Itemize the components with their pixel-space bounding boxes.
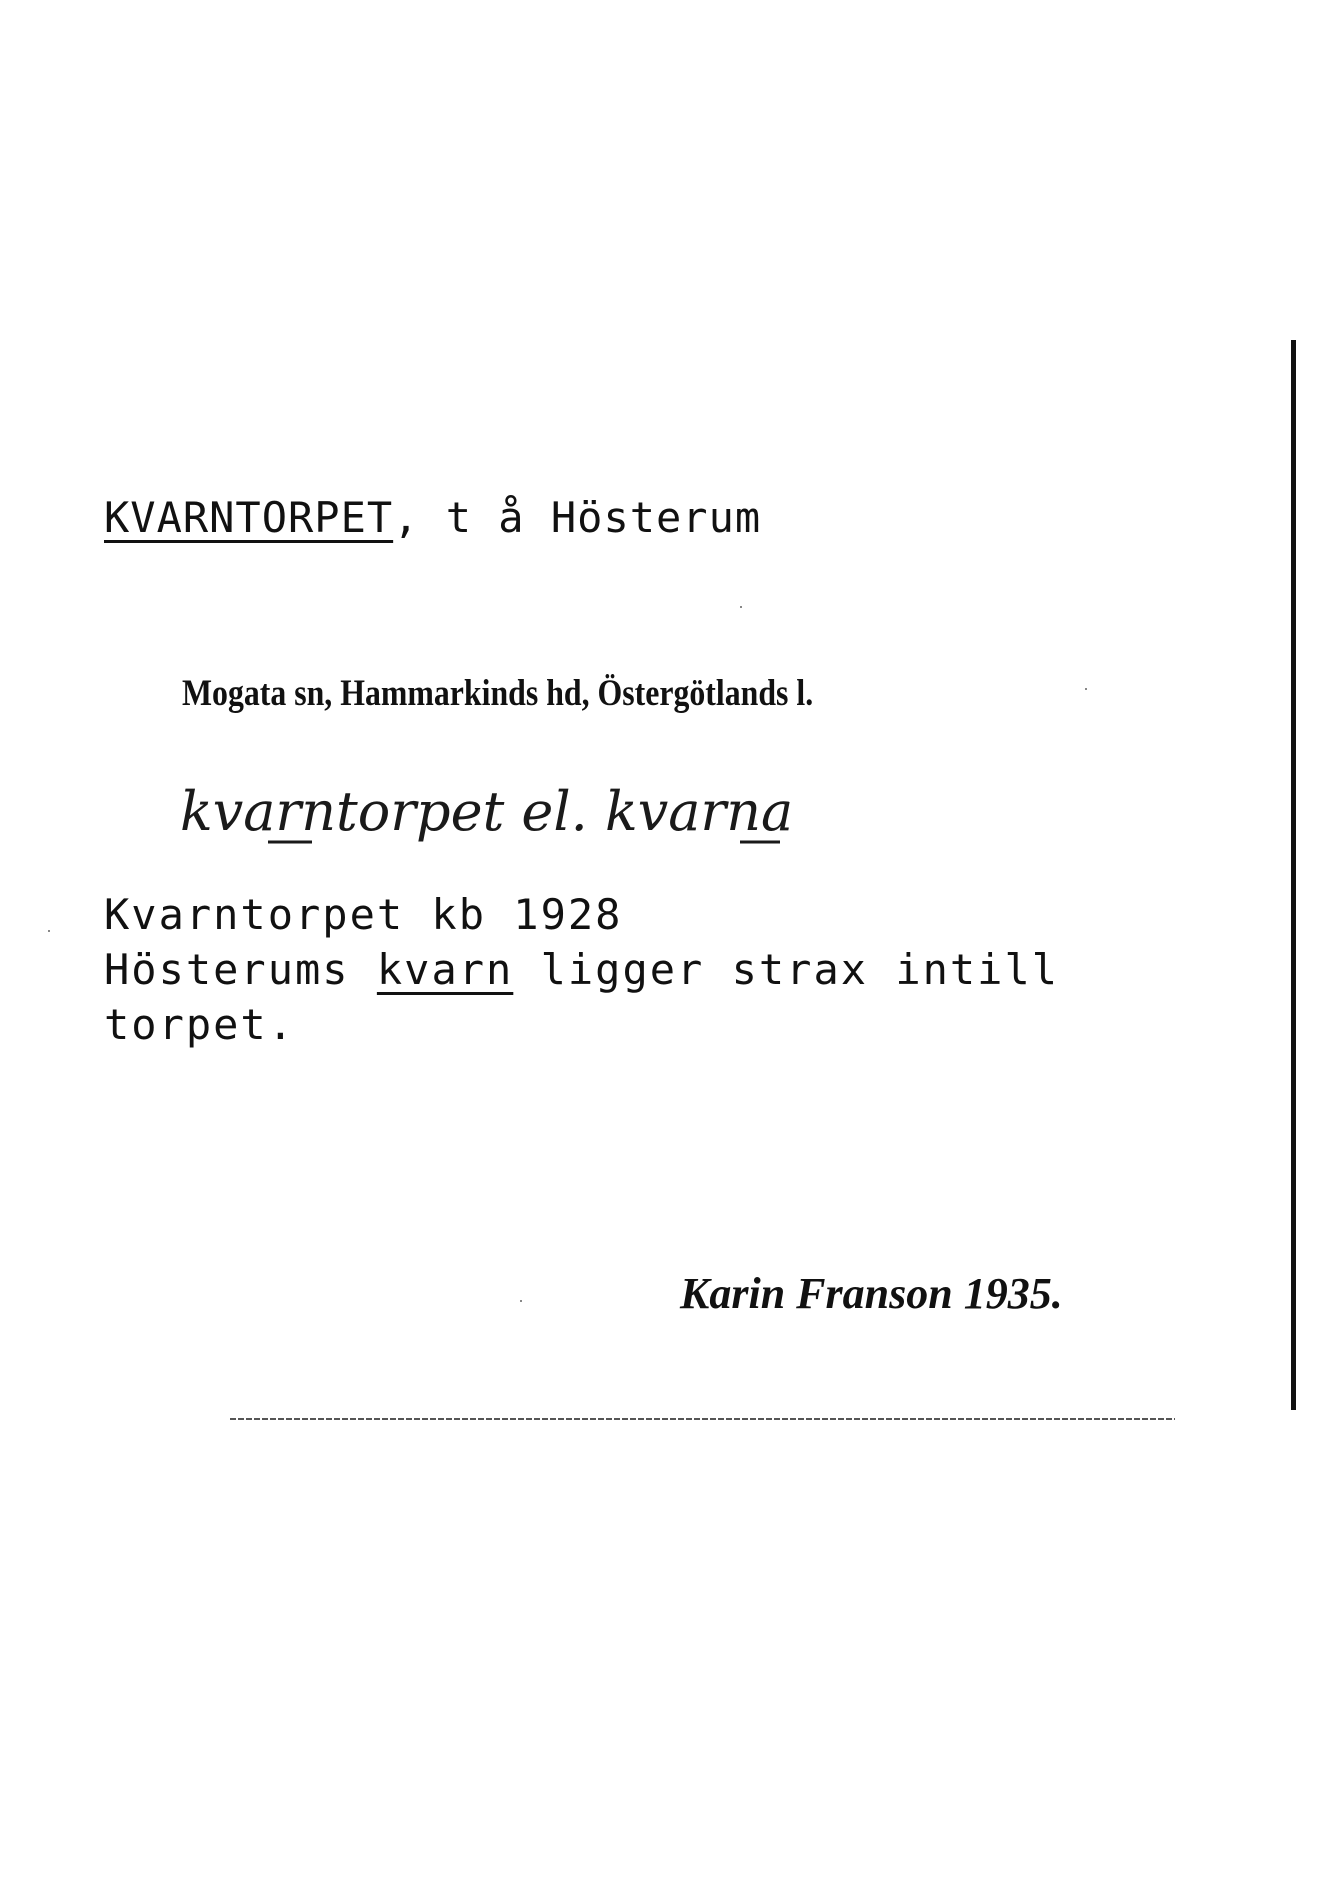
- paper-speck: [48, 930, 50, 932]
- handwritten-pronunciation: [180, 760, 920, 870]
- paper-speck: [740, 606, 742, 608]
- card-title: [104, 493, 761, 542]
- place-description: , t å Hösterum: [393, 493, 762, 542]
- note-line-2-end: ligger strax intill: [513, 945, 1060, 994]
- handwritten-note: kvarntorpet el. kvarna: [180, 780, 794, 843]
- card-bottom-border: [230, 1418, 1175, 1420]
- card-right-border: [1291, 340, 1296, 1410]
- signature: Karin Franson 1935.: [680, 1269, 1063, 1318]
- paper-speck: [520, 1300, 522, 1302]
- note-line-3: torpet.: [104, 1000, 296, 1049]
- note-line-1: Kvarntorpet kb 1928: [104, 890, 623, 939]
- location-stamp: Mogata sn, Hammarkinds hd, Östergötlands l.: [182, 673, 814, 714]
- note-line-2-start: Hösterums: [104, 945, 377, 994]
- underlined-word: kvarn: [376, 945, 514, 994]
- paper-speck: [1085, 688, 1087, 690]
- place-name: KVARNTORPET: [104, 493, 394, 542]
- note-line-2: [104, 945, 1059, 995]
